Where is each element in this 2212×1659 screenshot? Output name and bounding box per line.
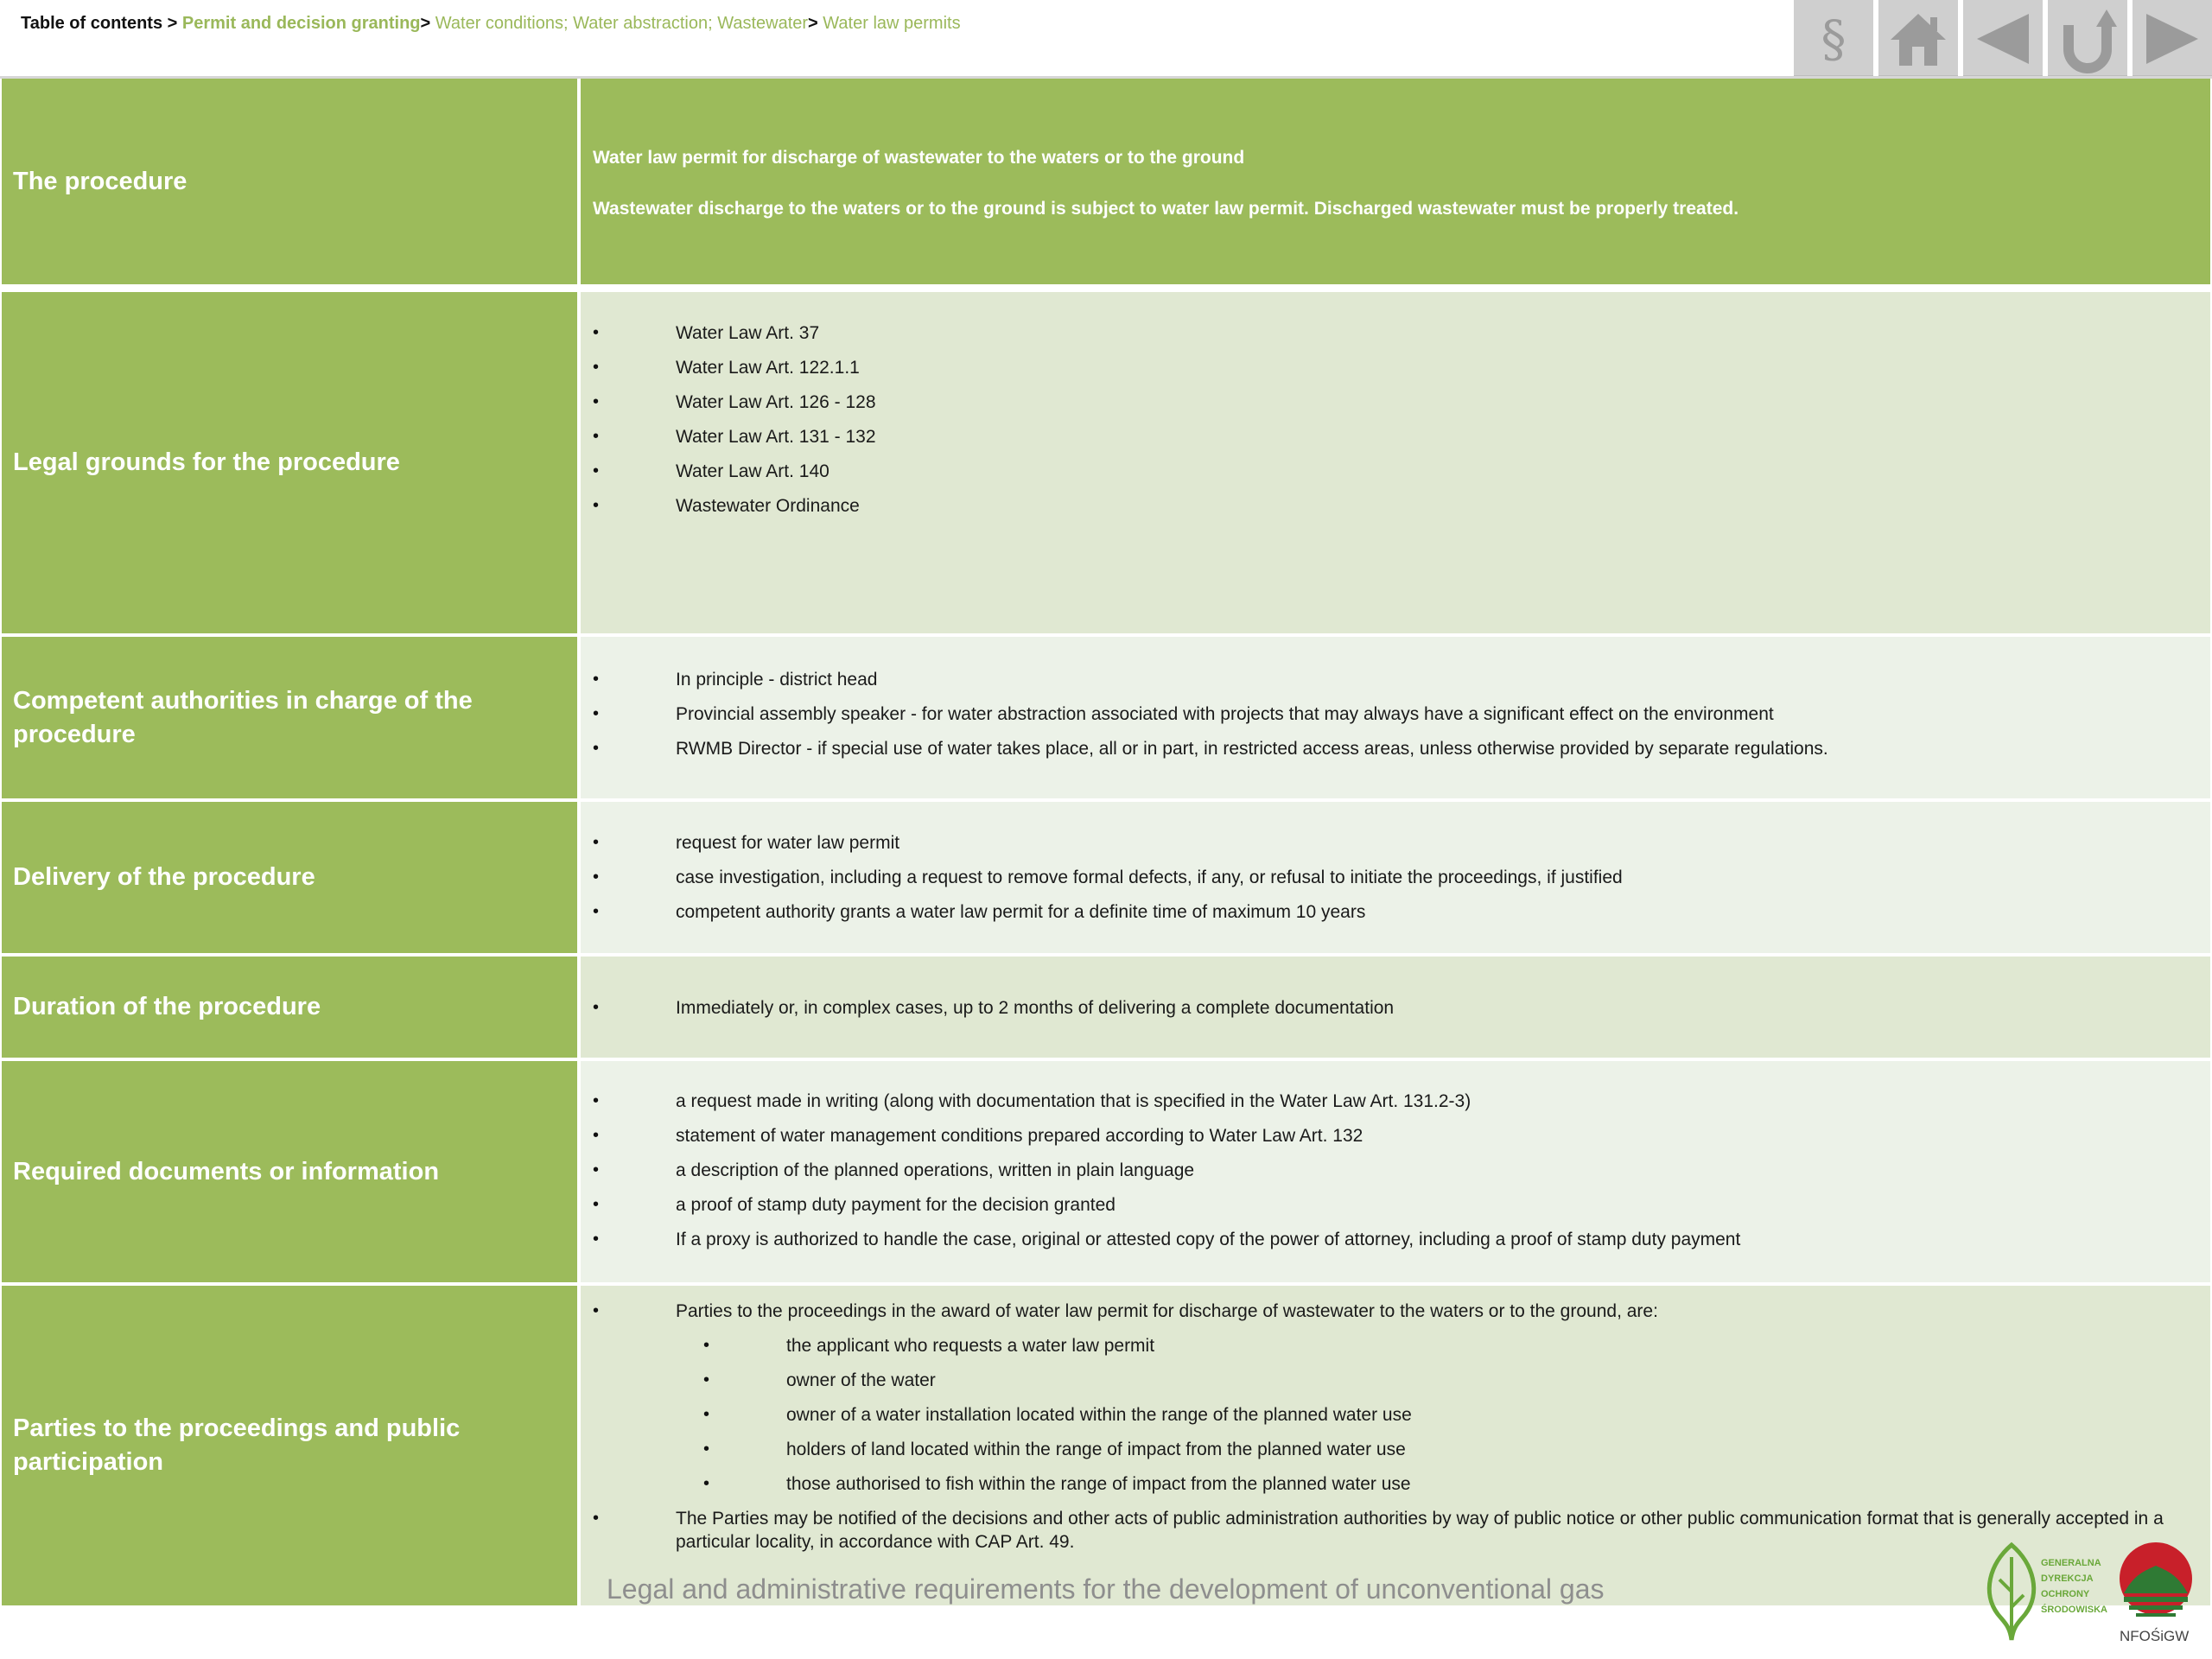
- svg-text:DYREKCJA: DYREKCJA: [2041, 1573, 2094, 1584]
- list-item: • Water Law Art. 140: [581, 460, 2210, 494]
- svg-text:ŚRODOWISKA: ŚRODOWISKA: [2041, 1605, 2107, 1615]
- list-item: • statement of water management conditions prepared according to Water Law Art. 132: [581, 1124, 2210, 1159]
- row-content: [581, 1286, 2210, 1605]
- authorities-list: [581, 668, 2210, 772]
- row-label: Required documents or information: [2, 1061, 577, 1282]
- row-content: [581, 637, 2210, 798]
- breadcrumb-separator: >: [420, 14, 431, 33]
- back-button[interactable]: [1963, 0, 2043, 78]
- list-item: • Water Law Art. 131 - 132: [581, 425, 2210, 460]
- list-item: • Water Law Art. 126 - 128: [581, 391, 2210, 425]
- row-content: [581, 957, 2210, 1058]
- row-content: [581, 1061, 2210, 1282]
- u-turn-icon: [2056, 6, 2119, 72]
- table-row-procedure: [2, 79, 2210, 284]
- top-bar: [0, 0, 2212, 76]
- table-row-parties: [2, 1286, 2210, 1605]
- home-icon: [1887, 9, 1949, 69]
- row-label: Parties to the proceedings and public participation: [2, 1286, 577, 1605]
- list-item: • case investigation, including a request to remove formal defects, if any, or refusal to initiate the proceedings, if justified: [581, 866, 2210, 900]
- list-item: • request for water law permit: [581, 831, 2210, 866]
- table-row-legal-grounds: [2, 292, 2210, 633]
- section-icon: §: [1821, 10, 1847, 68]
- duration-list: [581, 996, 2210, 1031]
- list-item: • Water Law Art. 37: [581, 321, 2210, 356]
- list-item: • Immediately or, in complex cases, up to 2 months of delivering a complete documentation: [581, 996, 2210, 1031]
- procedure-description: Wastewater discharge to the waters or to the ground is subject to water law permit. Discharged wastewater must be properly treated.: [593, 199, 1739, 219]
- triangle-left-icon: [1972, 9, 2034, 69]
- list-item: • a description of the planned operations, written in plain language: [581, 1159, 2210, 1193]
- list-item: • Parties to the proceedings in the award of water law permit for discharge of wastewater to the waters or to the ground, are:: [581, 1300, 2210, 1334]
- breadcrumb-separator: >: [167, 14, 178, 33]
- sub-list-item: • holders of land located within the range of impact from the planned water use: [581, 1438, 2210, 1472]
- procedure-title: Water law permit for discharge of wastewater to the waters or to the ground: [593, 148, 1245, 168]
- navigation-buttons: [1794, 0, 2212, 78]
- delivery-list: [581, 831, 2210, 935]
- breadcrumb-link-water-conditions[interactable]: Water conditions; Water abstraction; Wastewater: [435, 14, 809, 33]
- list-item: • Provincial assembly speaker - for water abstraction associated with projects that may always have a significant effect on the environment: [581, 702, 2210, 737]
- breadcrumb-link-water-law-permits[interactable]: Water law permits: [823, 14, 961, 33]
- table-row-duration: [2, 957, 2210, 1058]
- list-item: • Water Law Art. 122.1.1: [581, 356, 2210, 391]
- svg-text:GENERALNA: GENERALNA: [2041, 1558, 2101, 1568]
- sub-list-item: • owner of a water installation located within the range of the planned water use: [581, 1403, 2210, 1438]
- row-content: [581, 292, 2210, 633]
- row-label: Legal grounds for the procedure: [2, 292, 577, 633]
- footer-title: Legal and administrative requirements for the development of unconventional gas: [607, 1573, 1605, 1605]
- table-row-delivery: [2, 802, 2210, 953]
- list-item: • a proof of stamp duty payment for the decision granted: [581, 1193, 2210, 1228]
- list-item: • a request made in writing (along with documentation that is specified in the Water Law Art. 131.2-3): [581, 1090, 2210, 1124]
- row-label: Delivery of the procedure: [2, 802, 577, 953]
- sub-list-item: • those authorised to fish within the range of impact from the planned water use: [581, 1472, 2210, 1507]
- svg-text:OCHRONY: OCHRONY: [2041, 1589, 2090, 1599]
- list-item: • In principle - district head: [581, 668, 2210, 702]
- row-content: [581, 802, 2210, 953]
- row-content: [581, 79, 2210, 284]
- forward-button[interactable]: [2133, 0, 2212, 78]
- paragraph-button[interactable]: [1794, 0, 1873, 78]
- row-label: The procedure: [2, 79, 577, 284]
- list-item: • If a proxy is authorized to handle the case, original or attested copy of the power of attorney, including a proof of stamp duty payment: [581, 1228, 2210, 1262]
- gdos-logo: [1979, 1540, 2107, 1643]
- triangle-right-icon: [2141, 9, 2203, 69]
- list-item: • competent authority grants a water law permit for a definite time of maximum 10 years: [581, 900, 2210, 935]
- breadcrumb-separator: >: [808, 14, 818, 33]
- table-row-competent-authorities: [2, 637, 2210, 798]
- row-label: Duration of the procedure: [2, 957, 577, 1058]
- row-label: Competent authorities in charge of the procedure: [2, 637, 577, 798]
- parties-list: [581, 1300, 2210, 1560]
- breadcrumb-root-link[interactable]: Table of contents: [21, 14, 163, 33]
- list-item: • Wastewater Ordinance: [581, 494, 2210, 529]
- return-button[interactable]: [2048, 0, 2127, 78]
- sub-list-item: • owner of the water: [581, 1369, 2210, 1403]
- legal-grounds-list: [581, 321, 2210, 529]
- breadcrumb-link-permit-granting[interactable]: Permit and decision granting: [181, 14, 421, 33]
- documents-list: [581, 1090, 2210, 1262]
- home-button[interactable]: [1878, 0, 1958, 78]
- nfosigw-logo: [2117, 1540, 2195, 1626]
- nfosigw-logo-text: NFOŚiGW: [2120, 1628, 2190, 1644]
- table-row-required-documents: [2, 1061, 2210, 1282]
- list-item: • The Parties may be notified of the decisions and other acts of public administration authorities by way of public notice or other public communication format that is generally accepted in a particular locality, in accordance with CAP Art. 49.: [581, 1507, 2210, 1560]
- list-item: • RWMB Director - if special use of water takes place, all or in part, in restricted access areas, unless otherwise provided by separate regulations.: [581, 737, 2210, 772]
- sub-list-item: • the applicant who requests a water law permit: [581, 1334, 2210, 1369]
- breadcrumb: [21, 12, 961, 35]
